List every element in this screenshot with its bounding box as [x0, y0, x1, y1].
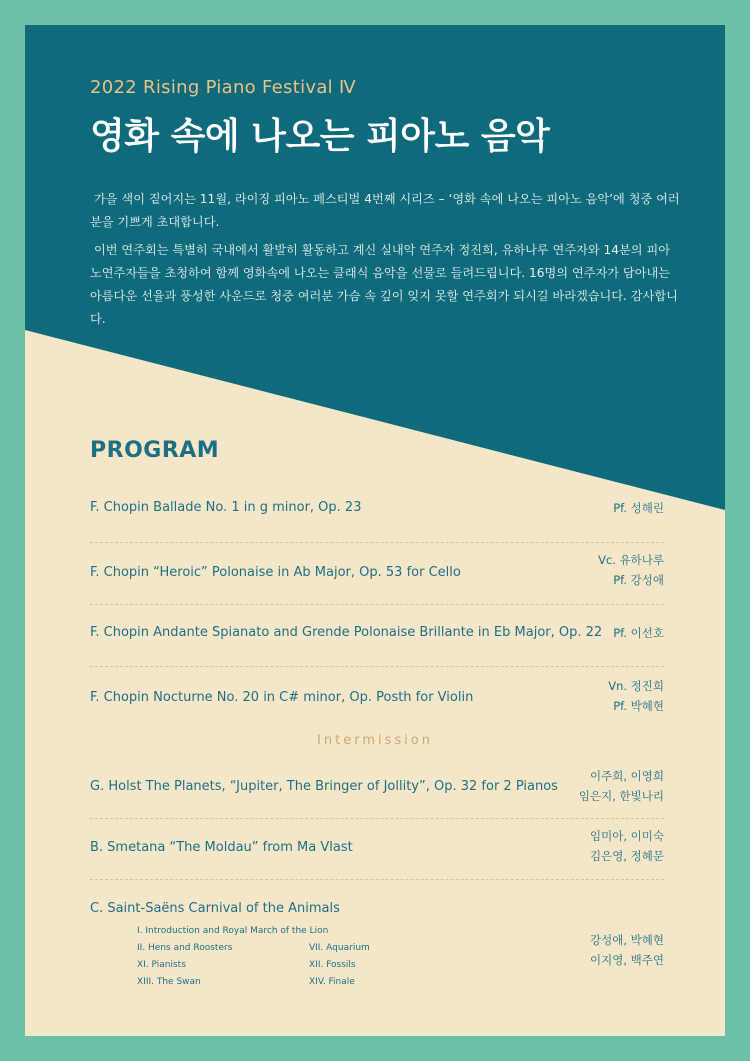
- performer: 임미아, 이미숙: [590, 829, 664, 843]
- movement-item: VII. Aquarium: [309, 943, 370, 953]
- intro-text: [90, 188, 680, 336]
- performers: [598, 550, 664, 590]
- intro-paragraph-1: 가을 색이 짙어지는 11월, 라이징 피아노 페스티벌 4번째 시리즈 – ‘영화 속에 나오는 피아노 음악’에 청중 여러분을 기쁘게 초대합니다.: [90, 192, 680, 229]
- performer: Pf. 박혜현: [613, 699, 664, 713]
- performer: 이지영, 백주연: [590, 953, 664, 967]
- movement-item: XIII. The Swan: [137, 977, 201, 987]
- movement-item: XIV. Finale: [309, 977, 355, 987]
- program-item: [90, 542, 664, 605]
- performer: Vc. 유하나루: [598, 553, 664, 567]
- program-item: [90, 818, 664, 880]
- piece-title: G. Holst The Planets, “Jupiter, The Bringer of Jollity”, Op. 32 for 2 Pianos: [90, 779, 558, 794]
- performer: 임은지, 한빛나리: [578, 789, 664, 803]
- intro-paragraph-2: 이번 연주회는 특별히 국내에서 활발히 활동하고 계신 실내악 연주자 정진희, 유하나루 연주자와 14분의 피아노연주자들을 초청하여 함께 영화속에 나오는 클래식 음악을 선물로 들려드립니다. 16명의 연주자가 담아내는 아름다운 선율과 풍성한 사운드로 청중 여러분 가슴 속 깊이 잊지 못할 연주회가 되시길 바라겠습니다. 감사합니다.: [90, 243, 678, 326]
- program-item: [90, 666, 664, 730]
- concert-poster: [25, 25, 725, 1036]
- performer: Pf. 강성애: [613, 573, 664, 587]
- intermission-label: Intermission: [317, 733, 433, 748]
- festival-name: 2022 Rising Piano Festival Ⅳ: [90, 77, 356, 98]
- performers: [613, 623, 664, 643]
- piece-title: B. Smetana “The Moldau” from Ma Vlast: [90, 840, 353, 855]
- performer: 이주희, 이영희: [590, 769, 664, 783]
- performers: [579, 766, 664, 806]
- program-item: [90, 758, 664, 819]
- piece-title: F. Chopin Nocturne No. 20 in C# minor, Op. Posth for Violin: [90, 690, 474, 705]
- program-item: [90, 480, 664, 543]
- performer: Pf. 이선호: [613, 626, 664, 640]
- performers: [590, 826, 664, 866]
- performer: Pf. 성해린: [613, 501, 664, 515]
- piece-title: C. Saint-Saëns Carnival of the Animals: [90, 901, 340, 916]
- movement-item: II. Hens and Roosters: [137, 943, 233, 953]
- piece-title: F. Chopin Ballade No. 1 in g minor, Op. 23: [90, 500, 362, 515]
- performers: [590, 930, 664, 970]
- movement-item: XII. Fossils: [309, 960, 356, 970]
- performer: 김은영, 정혜문: [590, 849, 664, 863]
- piece-title: F. Chopin Andante Spianato and Grende Polonaise Brillante in Eb Major, Op. 22: [90, 625, 603, 640]
- movement-item: I. Introduction and Royal March of the Lion: [137, 926, 329, 936]
- performer: 강성애, 박혜현: [590, 933, 664, 947]
- performer: Vn. 정진희: [608, 679, 664, 693]
- performers: [613, 498, 664, 518]
- poster-header: [90, 77, 680, 159]
- piece-title: F. Chopin “Heroic” Polonaise in Ab Major, Op. 53 for Cello: [90, 565, 461, 580]
- program-heading: PROGRAM: [90, 438, 220, 463]
- movement-item: XI. Pianists: [137, 960, 186, 970]
- page-title: 영화 속에 나오는 피아노 음악: [90, 116, 550, 157]
- performers: [608, 676, 664, 716]
- program-item: [90, 604, 664, 667]
